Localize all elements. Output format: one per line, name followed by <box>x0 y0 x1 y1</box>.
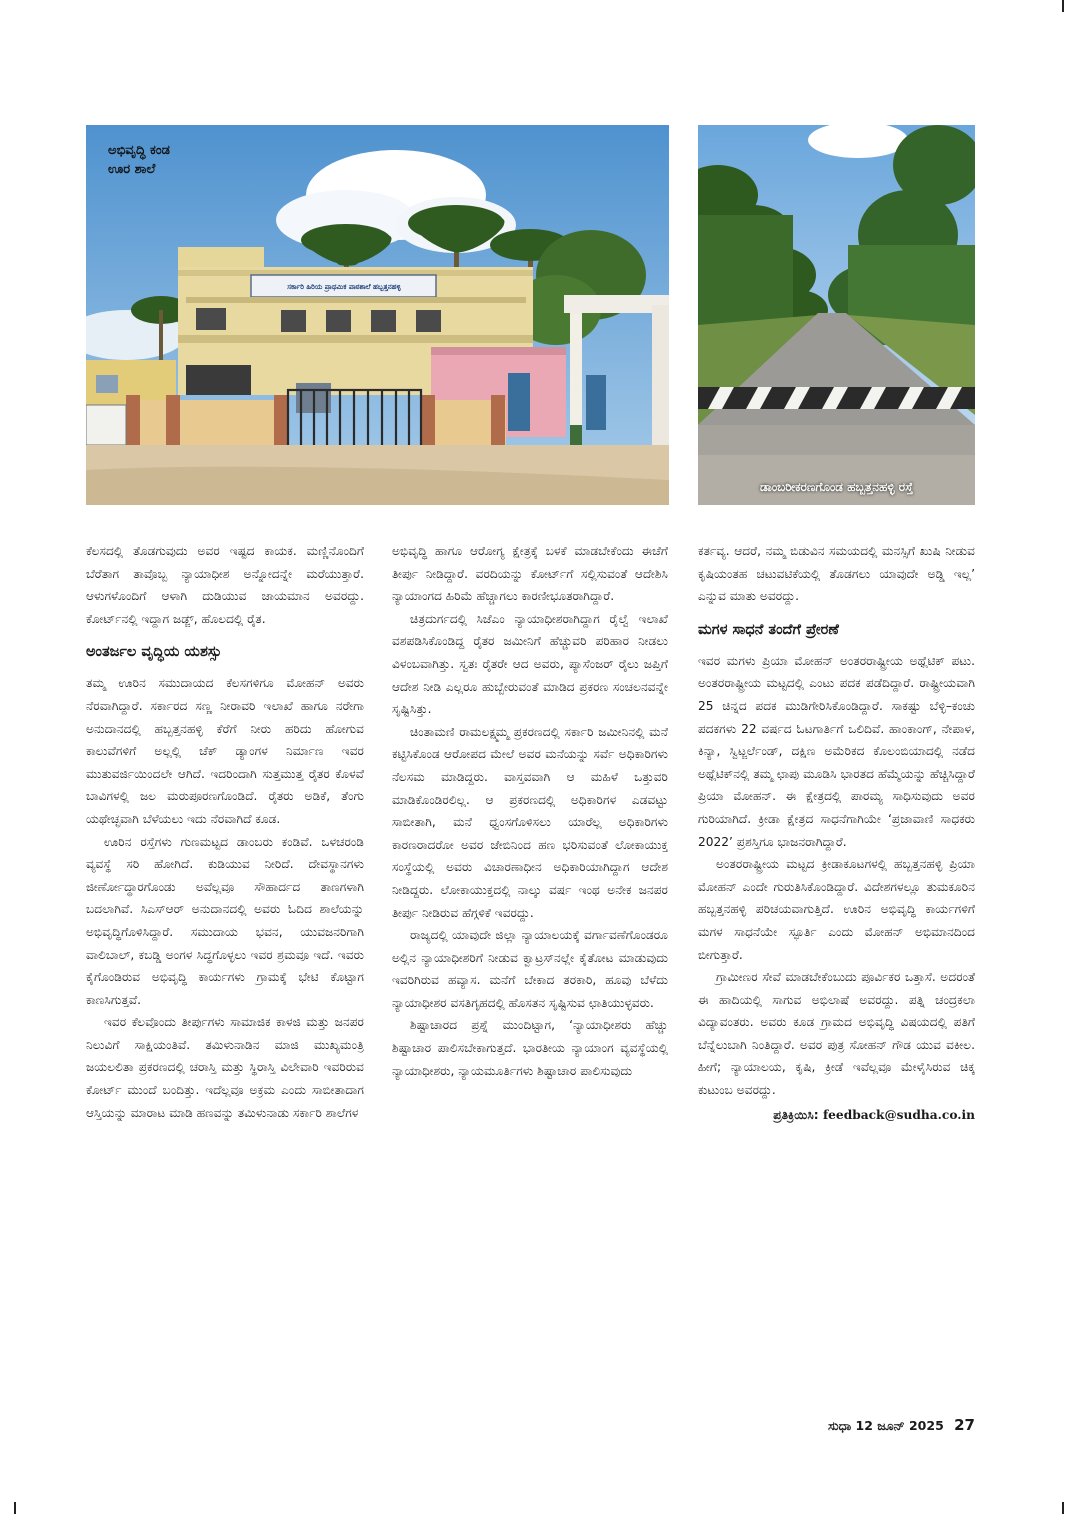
page-number: 27 <box>954 1416 975 1434</box>
paragraph: ಊರಿನ ರಸ್ತೆಗಳು ಗುಣಮಟ್ಟದ ಡಾಂಬರು ಕಂಡಿವೆ. ಒಳಚರಂಡಿ ವ್ಯವಸ್ಥೆ ಸರಿ ಹೋಗಿದೆ. ಕುಡಿಯುವ ನೀರಿದೆ. ದೇವಸ್ಥಾನಗಳು ಜೀರ್ಣೋದ್ಧಾರಗೊಂಡು ಅವೆಲ್ಲವೂ ಸೌಹಾರ್ದದ ತಾಣಗಳಾಗಿ ಬದಲಾಗಿವೆ. ಸಿಎಸ್‌ಆರ್ ಅನುದಾನದಲ್ಲಿ ಅವರು ಓದಿದ ಶಾಲೆಯನ್ನು ಅಭಿವೃದ್ಧಿಗೊಳಿಸಿದ್ದಾರೆ. ಸಮುದಾಯ ಭವನ, ಯುವಜನರಿಗಾಗಿ ವಾಲಿಬಾಲ್, ಕಬಡ್ಡಿ ಅಂಗಳ ಸಿದ್ಧಗೊಳ್ಳಲು ಇವರ ಶ್ರಮವೂ ಇದೆ. ಇವರು ಕೈಗೊಂಡಿರುವ ಅಭಿವೃದ್ಧಿ ಕಾರ್ಯಗಳು ಗ್ರಾಮಕ್ಕೆ ಭೇಟಿ ಕೊಟ್ಟಾಗ ಕಾಣಸಿಗುತ್ತವೆ. <box>86 834 364 1007</box>
column-2 <box>392 540 668 1400</box>
issue-date: 12 ಜೂನ್ 2025 <box>855 1418 944 1433</box>
column-3 <box>698 540 975 1400</box>
section-heading: ಅಂತರ್ಜಲ ವೃದ್ಧಿಯ ಯಶಸ್ಸು <box>86 644 222 661</box>
caption-line: ಅಭಿವೃದ್ಧಿ ಕಂಡ <box>108 143 170 158</box>
paragraph: ಅಂತರರಾಷ್ಟ್ರೀಯ ಮಟ್ಟದ ಕ್ರೀಡಾಕೂಟಗಳಲ್ಲಿ ಹಬ್ಬತ್ತನಹಳ್ಳಿ ಪ್ರಿಯಾ ಮೋಹನ್ ಎಂದೇ ಗುರುತಿಸಿಕೊಂಡಿದ್ದಾರೆ. ವಿದೇಶಗಳಲ್ಲೂ ತುಮಕೂರಿನ ಹಬ್ಬತ್ತನಹಳ್ಳಿ ಪರಿಚಯವಾಗುತ್ತಿದೆ. ಊರಿನ ಅಭಿವೃದ್ಧಿ ಕಾರ್ಯಗಳಿಗೆ ಮಗಳ ಸಾಧನೆಯೇ ಸ್ಫೂರ್ತಿ ಎಂದು ಮೋಹನ್ ಅಭಿಮಾನದಿಂದ ಬೀಗುತ್ತಾರೆ. <box>698 857 975 962</box>
school-photo-caption <box>108 141 170 179</box>
school-photo <box>86 125 669 505</box>
caption-line: ಊರ ಶಾಲೆ <box>108 162 156 177</box>
school-sign: ಸರ್ಕಾರಿ ಹಿರಿಯ ಪ್ರಾಥಮಿಕ ಪಾಠಶಾಲೆ ಹಬ್ಬತ್ತನಹಳ್ಳಿ <box>287 283 401 291</box>
paragraph: ಚಿಂತಾಮಣಿ ರಾಮಲಕ್ಷ್ಮಮ್ಮ ಪ್ರಕರಣದಲ್ಲಿ ಸರ್ಕಾರಿ ಜಮೀನಿನಲ್ಲಿ ಮನೆ ಕಟ್ಟಿಸಿಕೊಂಡ ಆರೋಪದ ಮೇಲೆ ಅವರ ಮನೆಯನ್ನು ಸರ್ವೆ ಅಧಿಕಾರಿಗಳು ನೆಲಸಮ ಮಾಡಿದ್ದರು. ವಾಸ್ತವವಾಗಿ ಆ ಮಹಿಳೆ ಒತ್ತುವರಿ ಮಾಡಿಕೊಂಡಿರಲಿಲ್ಲ. ಆ ಪ್ರಕರಣದಲ್ಲಿ ಅಧಿಕಾರಿಗಳ ಎಡವಟ್ಟು ಸಾಬೀತಾಗಿ, ಮನೆ ಧ್ವಂಸಗೊಳಿಸಲು ಯಾರೆಲ್ಲ ಅಧಿಕಾರಿಗಳು ಕಾರಣರಾದರೋ ಅವರ ಜೇಬಿನಿಂದ ಹಣ ಭರಿಸುವಂತೆ ಲೋಕಾಯುಕ್ತ ಸಂಸ್ಥೆಯಲ್ಲಿ ಅವರು ವಿಚಾರಣಾಧೀನ ಅಧಿಕಾರಿಯಾಗಿದ್ದಾಗ ಆದೇಶ ನೀಡಿದ್ದರು. ಲೋಕಾಯುಕ್ತದಲ್ಲಿ ನಾಲ್ಕು ವರ್ಷ ಇಂಥ ಅನೇಕ ಜನಪರ ತೀರ್ಪು ನೀಡಿರುವ ಹೆಗ್ಗಳಿಕೆ ಇವರದ್ದು. <box>392 724 668 920</box>
registration-mark <box>1062 0 1064 12</box>
paragraph: ಚಿತ್ರದುರ್ಗದಲ್ಲಿ ಸಿಜೆಎಂ ನ್ಯಾಯಾಧೀಶರಾಗಿದ್ದಾಗ ರೈಲ್ವೆ ಇಲಾಖೆ ವಶಪಡಿಸಿಕೊಂಡಿದ್ದ ರೈತರ ಜಮೀನಿಗೆ ಹೆಚ್ಚುವರಿ ಪರಿಹಾರ ನೀಡಲು ವಿಳಂಬವಾಗಿತ್ತು. ಸ್ವತಃ ರೈತರೇ ಆದ ಅವರು, ಪ್ಯಾಸೆಂಜರ್ ರೈಲು ಜಪ್ತಿಗೆ ಆದೇಶ ನೀಡಿ ಎಲ್ಲರೂ ಹುಬ್ಬೇರುವಂತೆ ಮಾಡಿದ ಪ್ರಕರಣ ಸಂಚಲನವನ್ನೇ ಸೃಷ್ಟಿಸಿತ್ತು. <box>392 611 668 717</box>
magazine-name: ಸುಧಾ <box>828 1418 852 1433</box>
paragraph: ಕರ್ತವ್ಯ. ಆದರೆ, ನಮ್ಮ ಬಿಡುವಿನ ಸಮಯದಲ್ಲಿ ಮನಸ್ಸಿಗೆ ಖುಷಿ ನೀಡುವ ಕೃಷಿಯಂತಹ ಚಟುವಟಿಕೆಯಲ್ಲಿ ತೊಡಗಲು ಯಾವುದೇ ಅಡ್ಡಿ ಇಲ್ಲ’ ಎನ್ನುವ ಮಾತು ಅವರದ್ದು. <box>698 544 975 604</box>
section-heading: ಮಗಳ ಸಾಧನೆ ತಂದೆಗೆ ಪ್ರೇರಣೆ <box>698 621 839 638</box>
paragraph: ತಮ್ಮ ಊರಿನ ಸಮುದಾಯದ ಕೆಲಸಗಳಿಗೂ ಮೋಹನ್ ಅವರು ನೆರವಾಗಿದ್ದಾರೆ. ಸರ್ಕಾರದ ಸಣ್ಣ ನೀರಾವರಿ ಇಲಾಖೆ ಹಾಗೂ ನರೇಗಾ ಅನುದಾನದಲ್ಲಿ ಹಬ್ಬತ್ತನಹಳ್ಳಿ ಕೆರೆಗೆ ನೀರು ಹರಿದು ಹೋಗುವ ಕಾಲುವೆಗಳಿಗೆ ಅಲ್ಲಲ್ಲಿ ಚೆಕ್ ಡ್ಯಾಂಗಳ ನಿರ್ಮಾಣ ಇವರ ಮುತುವರ್ಜಿಯಿಂದಲೇ ಆಗಿದೆ. ಇದರಿಂದಾಗಿ ಸುತ್ತಮುತ್ತ ರೈತರ ಕೊಳವೆ ಬಾವಿಗಳಲ್ಲಿ ಜಲ ಮರುಪೂರಣಗೊಂಡಿದೆ. ರೈತರು ಅಡಿಕೆ, ತೆಂಗು ಯಥೇಚ್ಛವಾಗಿ ಬೆಳೆಯಲು ಇದು ನೆರವಾಗಿದೆ ಕೂಡ. <box>86 676 364 826</box>
column-1 <box>86 540 364 1400</box>
paragraph: ಇವರ ಮಗಳು ಪ್ರಿಯಾ ಮೋಹನ್ ಅಂತರರಾಷ್ಟ್ರೀಯ ಅಥ್ಲೆಟಿಕ್ ಪಟು. ಅಂತರರಾಷ್ಟ್ರೀಯ ಮಟ್ಟದಲ್ಲಿ ಎಂಟು ಪದಕ ಪಡೆದಿದ್ದಾರೆ. ರಾಷ್ಟ್ರೀಯವಾಗಿ 25 ಚಿನ್ನದ ಪದಕ ಮುಡಿಗೇರಿಸಿಕೊಂಡಿದ್ದಾರೆ. ಸಾಕಷ್ಟು ಬೆಳ್ಳಿ–ಕಂಚು ಪದಕಗಳು 22 ವರ್ಷದ ಓಟಗಾರ್ತಿಗೆ ಒಲಿದಿವೆ. ಹಾಂಕಾಂಗ್, ನೇಪಾಳ, ಕಿನ್ಯಾ, ಸ್ವಿಟ್ಜರ್ಲೆಂಡ್, ದಕ್ಷಿಣ ಅಮೆರಿಕದ ಕೊಲಂಬಿಯಾದಲ್ಲಿ ನಡೆದ ಅಥ್ಲೆಟಿಕ್‌ನಲ್ಲಿ ತಮ್ಮ ಛಾಪು ಮೂಡಿಸಿ ಭಾರತದ ಹೆಮ್ಮೆಯನ್ನು ಹೆಚ್ಚಿಸಿದ್ದಾರೆ ಪ್ರಿಯಾ ಮೋಹನ್. ಈ ಕ್ಷೇತ್ರದಲ್ಲಿ ಪಾರಮ್ಯ ಸಾಧಿಸುವುದು ಅವರ ಗುರಿಯಾಗಿದೆ. ಕ್ರೀಡಾ ಕ್ಷೇತ್ರದ ಸಾಧನೆಗಾಗಿಯೇ ‘ಪ್ರಜಾವಾಣಿ ಸಾಧಕರು 2022’ ಪ್ರಶಸ್ತಿಗೂ ಭಾಜನರಾಗಿದ್ದಾರೆ. <box>698 653 975 849</box>
paragraph: ಶಿಷ್ಟಾಚಾರದ ಪ್ರಶ್ನೆ ಮುಂದಿಟ್ಟಾಗ, ‘ನ್ಯಾಯಾಧೀಶರು ಹೆಚ್ಚು ಶಿಷ್ಟಾಚಾರ ಪಾಲಿಸಬೇಕಾಗುತ್ತದೆ. ಭಾರತೀಯ ನ್ಯಾಯಾಂಗ ವ್ಯವಸ್ಥೆಯಲ್ಲಿ ನ್ಯಾಯಾಧೀಶರು, ನ್ಯಾಯಮೂರ್ತಿಗಳು ಶಿಷ್ಟಾಚಾರ ಪಾಲಿಸುವುದು <box>392 1018 668 1078</box>
paragraph: ರಾಜ್ಯದಲ್ಲಿ ಯಾವುದೇ ಜಿಲ್ಲಾ ನ್ಯಾಯಾಲಯಕ್ಕೆ ವರ್ಗಾವಣೆಗೊಂಡರೂ ಅಲ್ಲಿನ ನ್ಯಾಯಾಧೀಶರಿಗೆ ನೀಡುವ ಕ್ವಾಟ್ರಸ್‌ನಲ್ಲೇ ಕೈತೋಟ ಮಾಡುವುದು ಇವರಿಗಿರುವ ಹವ್ಯಾಸ. ಮನೆಗೆ ಬೇಕಾದ ತರಕಾರಿ, ಹೂವು ಬೆಳೆದು ನ್ಯಾಯಾಧೀಶರ ವಸತಿಗೃಹದಲ್ಲಿ ಹೊಸತನ ಸೃಷ್ಟಿಸುವ ಛಾತಿಯುಳ್ಳವರು. <box>392 928 668 1010</box>
paragraph: ಇವರ ಕೆಲವೊಂದು ತೀರ್ಪುಗಳು ಸಾಮಾಜಿಕ ಕಾಳಜಿ ಮತ್ತು ಜನಪರ ನಿಲುವಿಗೆ ಸಾಕ್ಷಿಯಂತಿವೆ. ತಮಿಳುನಾಡಿನ ಮಾಜಿ ಮುಖ್ಯಮಂತ್ರಿ ಜಯಲಲಿತಾ ಪ್ರಕರಣದಲ್ಲಿ ಚರಾಸ್ತಿ ಮತ್ತು ಸ್ಥಿರಾಸ್ತಿ ವಿಲೇವಾರಿ ಇವರಿರುವ ಕೋರ್ಟ್ ಮುಂದೆ ಬಂದಿತ್ತು. ಇದೆಲ್ಲವೂ ಅಕ್ರಮ ಎಂದು ಸಾಬೀತಾದಾಗ ಆಸ್ತಿಯನ್ನು ಮಾರಾಟ ಮಾಡಿ ಹಣವನ್ನು ತಮಿಳುನಾಡು ಸರ್ಕಾರಿ ಶಾಲೆಗಳ <box>86 1015 364 1120</box>
road-photo <box>698 125 975 505</box>
paragraph: ಅಭಿವೃದ್ಧಿ ಹಾಗೂ ಆರೋಗ್ಯ ಕ್ಷೇತ್ರಕ್ಕೆ ಬಳಕೆ ಮಾಡಬೇಕೆಂದು ಈಚೆಗೆ ತೀರ್ಪು ನೀಡಿದ್ದಾರೆ. ವರದಿಯನ್ನು ಕೋರ್ಟ್‌ಗೆ ಸಲ್ಲಿಸುವಂತೆ ಆದೇಶಿಸಿ ನ್ಯಾಯಾಂಗದ ಹಿರಿಮೆ ಹೆಚ್ಚಾಗಲು ಕಾರಣೀಭೂತರಾಗಿದ್ದಾರೆ. <box>392 544 668 604</box>
paragraph: ಗ್ರಾಮೀಣರ ಸೇವೆ ಮಾಡಬೇಕೆಂಬುದು ಪೂರ್ವಿಕರ ಒತ್ತಾಸೆ. ಅದರಂತೆ ಈ ಹಾದಿಯಲ್ಲಿ ಸಾಗುವ ಅಭಿಲಾಷೆ ಅವರದ್ದು. ಪತ್ನಿ ಚಂದ್ರಕಲಾ ವಿದ್ಯಾವಂತರು. ಅವರು ಕೂಡ ಗ್ರಾಮದ ಅಭಿವೃದ್ಧಿ ವಿಷಯದಲ್ಲಿ ಪತಿಗೆ ಬೆನ್ನೆಲುಬಾಗಿ ನಿಂತಿದ್ದಾರೆ. ಅವರ ಪುತ್ರ ಸೋಹನ್ ಗೌಡ ಯುವ ವಕೀಲ. ಹೀಗೆ; ನ್ಯಾಯಾಲಯ, ಕೃಷಿ, ಕ್ರೀಡೆ ಇವೆಲ್ಲವೂ ಮೇಳೈಸಿರುವ ಚಿಕ್ಕ ಕುಟುಂಬ ಅವರದ್ದು. <box>698 970 975 1098</box>
feedback-label: ಪ್ರತಿಕ್ರಿಯಿಸಿ: <box>773 1107 819 1122</box>
road-photo-caption: ಡಾಂಬರೀಕರಣಗೊಂಡ ಹಬ್ಬತ್ತನಹಳ್ಳಿ ರಸ್ತೆ <box>759 480 913 494</box>
feedback-email[interactable]: feedback@sudha.co.in <box>822 1107 975 1122</box>
registration-mark <box>1062 1502 1064 1514</box>
feedback-line <box>698 1104 975 1127</box>
registration-mark <box>14 1502 16 1514</box>
page-footer <box>828 1416 975 1434</box>
paragraph: ಕೆಲಸದಲ್ಲಿ ತೊಡಗುವುದು ಅವರ ಇಷ್ಟದ ಕಾಯಕ. ಮಣ್ಣಿನೊಂದಿಗೆ ಬೆರೆತಾಗ ತಾವೊಬ್ಬ ನ್ಯಾಯಾಧೀಶ ಅನ್ನೋದನ್ನೇ ಮರೆಯುತ್ತಾರೆ. ಆಳುಗಳೊಂದಿಗೆ ಆಳಾಗಿ ದುಡಿಯುವ ಜಾಯಮಾನ ಅವರದ್ದು. ಕೋರ್ಟ್‌ನಲ್ಲಿ ಇದ್ದಾಗ ಜಡ್ಜ್, ಹೊಲದಲ್ಲಿ ರೈತ. <box>86 544 364 626</box>
